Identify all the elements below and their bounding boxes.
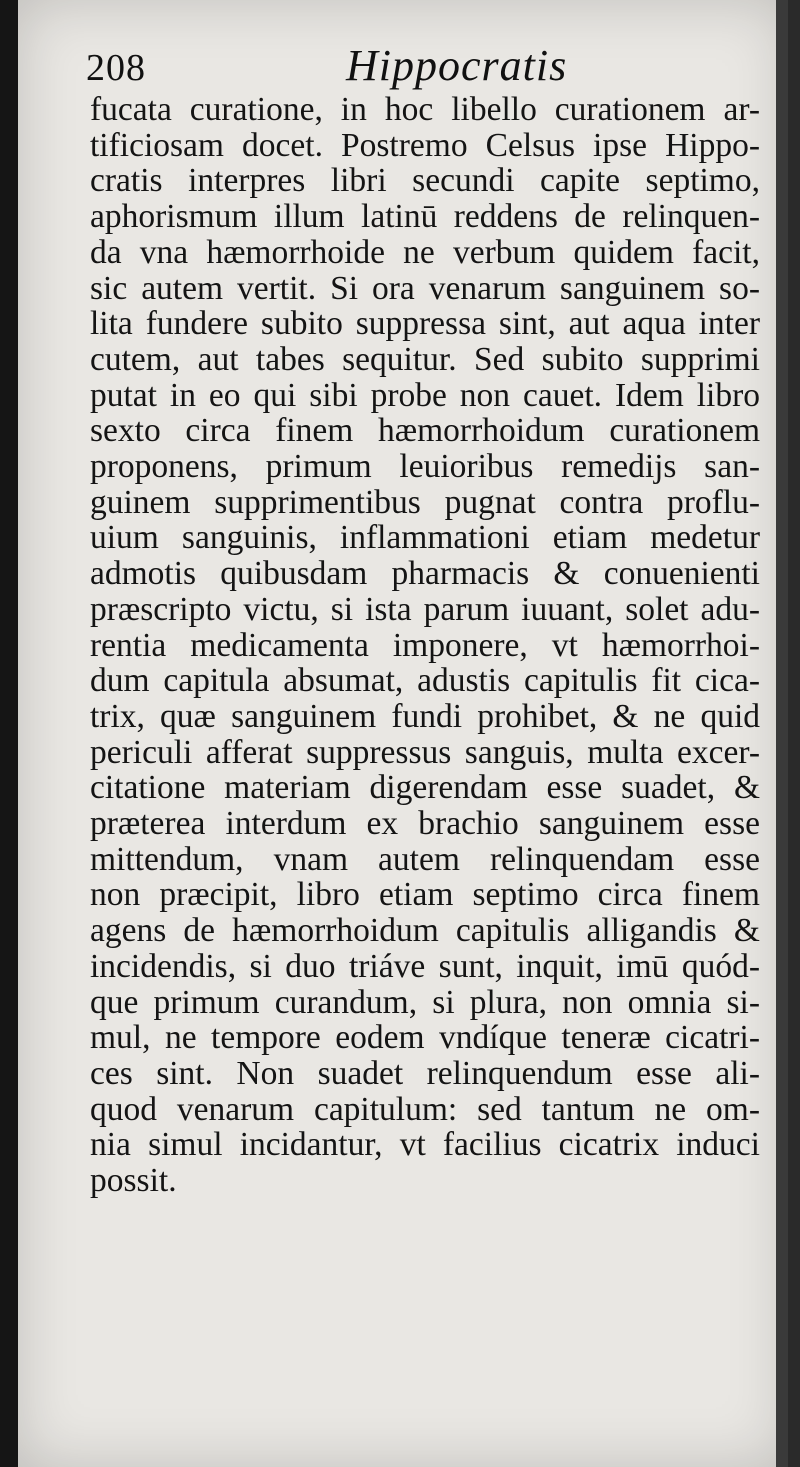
text-line: fucata curatione, in hoc libello curationem ar- bbox=[90, 92, 760, 128]
text-line: que primum curandum, si plura, non omnia si- bbox=[90, 984, 760, 1021]
text-line: periculi afferat suppressus sanguis, multa excer- bbox=[90, 734, 760, 771]
text-line: sic autem vertit. Si ora venarum sanguinem so- bbox=[90, 270, 760, 307]
book-gutter-edge bbox=[0, 0, 18, 1467]
text-line: præterea interdum ex brachio sanguinem esse bbox=[90, 806, 760, 842]
text-line: aphorismum illum latinū reddens de relinquen- bbox=[90, 199, 760, 235]
text-line: ces sint. Non suadet relinquendum esse ali- bbox=[90, 1055, 760, 1092]
text-line: cratis interpres libri secundi capite septimo, bbox=[90, 163, 760, 200]
text-line: tificiosam docet. Postremo Celsus ipse Hippo- bbox=[90, 127, 760, 164]
text-line: cutem, aut tabes sequitur. Sed subito supprimi bbox=[90, 341, 760, 378]
text-line: quod venarum capitulum: sed tantum ne om- bbox=[90, 1091, 760, 1128]
text-line: admotis quibusdam pharmacis & conuenienti bbox=[90, 556, 760, 592]
text-line: guinem supprimentibus pugnat contra proflu- bbox=[90, 484, 760, 521]
text-line: putat in eo qui sibi probe non cauet. Idem libro bbox=[90, 377, 760, 414]
text-line: nia simul incidantur, vt facilius cicatrix induci bbox=[90, 1127, 760, 1164]
text-line: proponens, primum leuioribus remedijs san- bbox=[90, 449, 760, 485]
text-line: da vna hæmorrhoide ne verbum quidem facit, bbox=[90, 234, 760, 271]
text-line: non præcipit, libro etiam septimo circa finem bbox=[90, 877, 760, 914]
text-line: mul, ne tempore eodem vndíque teneræ cicatri- bbox=[90, 1020, 760, 1056]
text-line: præscripto victu, si ista parum iuuant, solet adu- bbox=[90, 591, 760, 628]
text-line: trix, quæ sanguinem fundi prohibet, & ne quid bbox=[90, 698, 760, 735]
text-line: rentia medicamenta imponere, vt hæmorrhoi- bbox=[90, 627, 760, 664]
text-line: possit. bbox=[90, 1163, 177, 1199]
text-line: agens de hæmorrhoidum capitulis alligandis & bbox=[90, 913, 760, 949]
text-line: citatione materiam digerendam esse suadet, & bbox=[90, 770, 760, 807]
running-head: Hippocratis bbox=[346, 41, 568, 90]
text-line: dum capitula absumat, adustis capitulis fit cica- bbox=[90, 663, 760, 699]
page-header bbox=[86, 36, 646, 88]
book-page bbox=[18, 0, 788, 1467]
page-number: 208 bbox=[86, 47, 146, 89]
page-edge-shadow bbox=[776, 0, 788, 1467]
text-line: incidendis, si duo triáve sunt, inquit, imū quód- bbox=[90, 948, 760, 985]
body-text bbox=[90, 92, 760, 1199]
text-line: mittendum, vnam autem relinquendam esse bbox=[90, 841, 760, 878]
text-line: uium sanguinis, inflammationi etiam medetur bbox=[90, 520, 760, 557]
text-line: sexto circa finem hæmorrhoidum curationem bbox=[90, 413, 760, 450]
text-line: lita fundere subito suppressa sint, aut aqua inter bbox=[90, 306, 760, 342]
